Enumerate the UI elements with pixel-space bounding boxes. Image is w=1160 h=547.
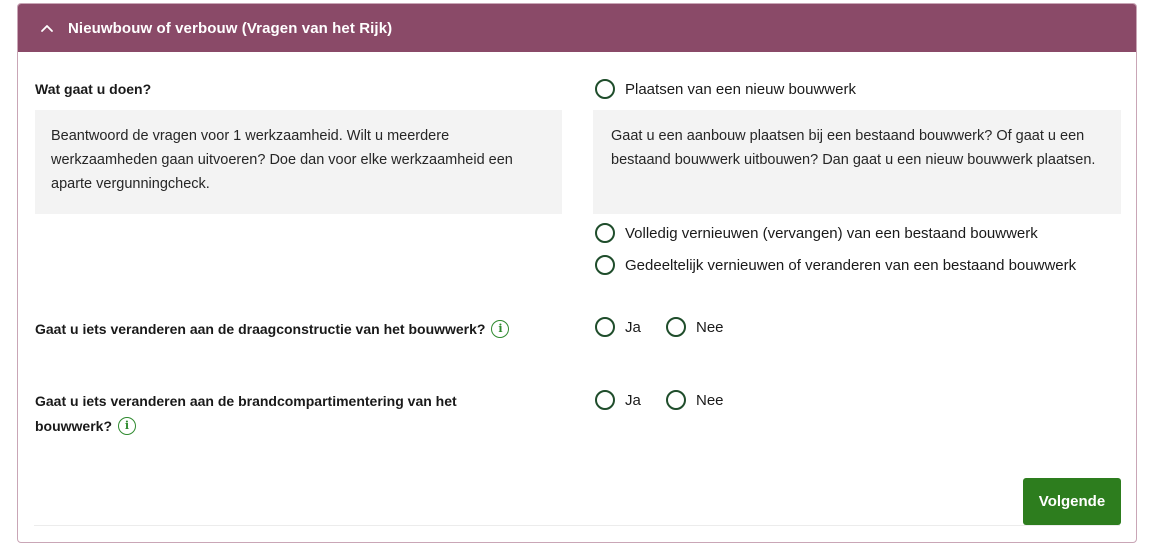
radio-circle[interactable] bbox=[666, 317, 686, 337]
radio-load-bearing-yes[interactable] bbox=[595, 317, 641, 337]
accordion-header[interactable] bbox=[18, 4, 1136, 52]
radio-partial-renewal[interactable] bbox=[595, 255, 1076, 275]
radio-circle[interactable] bbox=[595, 390, 615, 410]
radio-circle[interactable] bbox=[595, 255, 615, 275]
radio-label: Plaatsen van een nieuw bouwwerk bbox=[625, 80, 856, 98]
info-icon[interactable]: i bbox=[118, 417, 136, 435]
question-fire-compartment-line2-wrap bbox=[35, 415, 535, 437]
radio-label: Nee bbox=[696, 318, 724, 336]
radio-label: Ja bbox=[625, 391, 641, 409]
radio-label: Nee bbox=[696, 391, 724, 409]
radio-load-bearing-no[interactable] bbox=[666, 317, 724, 337]
radio-circle[interactable] bbox=[595, 79, 615, 99]
question-load-bearing-text: Gaat u iets veranderen aan de draagconstructie van het bouwwerk? bbox=[35, 321, 486, 337]
radio-label: Gedeeltelijk vernieuwen of veranderen van een bestaand bouwwerk bbox=[625, 256, 1077, 274]
question-fire-compartment-label bbox=[35, 390, 535, 437]
question-what-label: Wat gaat u doen? bbox=[35, 81, 152, 97]
radio-circle[interactable] bbox=[595, 223, 615, 243]
option-new-building-explanation: Gaat u een aanbouw plaatsen bij een bestaand bouwwerk? Of gaat u een bestaand bouwwerk uitbouwen? Dan gaat u een nieuw bouwwerk plaatsen. bbox=[593, 110, 1121, 214]
accordion-title: Nieuwbouw of verbouw (Vragen van het Rijk) bbox=[68, 19, 393, 37]
radio-new-building[interactable] bbox=[595, 79, 856, 99]
radio-full-renewal[interactable] bbox=[595, 223, 1038, 243]
accordion-panel bbox=[17, 3, 1137, 543]
radio-label: Ja bbox=[625, 318, 641, 336]
radio-circle[interactable] bbox=[595, 317, 615, 337]
question-load-bearing-label bbox=[35, 318, 509, 340]
next-button[interactable]: Volgende bbox=[1023, 478, 1121, 525]
chevron-up-icon bbox=[38, 19, 56, 37]
question-fire-compartment-line2: bouwwerk? bbox=[35, 418, 113, 434]
radio-fire-compartment-no[interactable] bbox=[666, 390, 724, 410]
question-fire-compartment-line1: Gaat u iets veranderen aan de brandcompartimentering van het bbox=[35, 393, 457, 409]
radio-label: Volledig vernieuwen (vervangen) van een bestaand bouwwerk bbox=[625, 224, 1038, 242]
radio-fire-compartment-yes[interactable] bbox=[595, 390, 641, 410]
divider bbox=[34, 525, 1120, 526]
question-what-help-text: Beantwoord de vragen voor 1 werkzaamheid. Wilt u meerdere werkzaamheden gaan uitvoeren? Doe dan voor elke werkzaamheid een aparte vergunningcheck. bbox=[35, 110, 562, 214]
radio-circle[interactable] bbox=[666, 390, 686, 410]
info-icon[interactable]: i bbox=[491, 320, 509, 338]
